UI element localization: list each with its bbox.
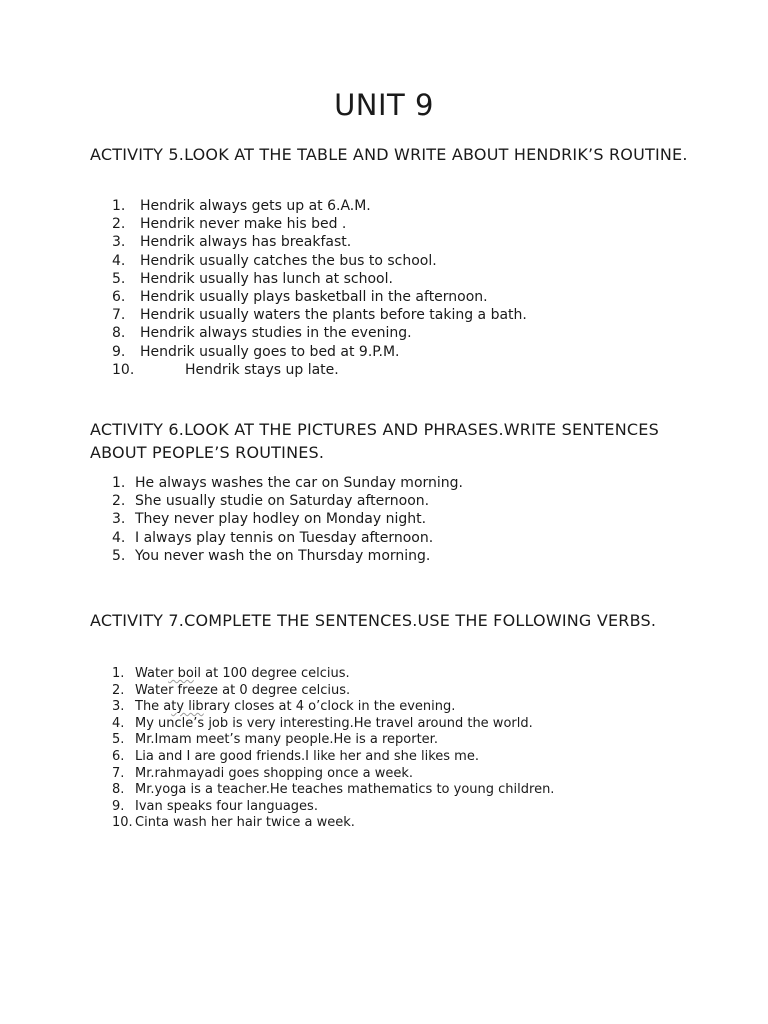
spellcheck-mark: r bo [168, 666, 194, 681]
list-item: 10. Cinta wash her hair twice a week. [112, 815, 355, 831]
list-item: 3. The aty library closes at 4 o’clock in the evening. [112, 699, 456, 715]
list-item: 8. Hendrik always studies in the evening. [112, 325, 412, 342]
list-item: 2. Water freeze at 0 degree celcius. [112, 682, 351, 698]
list-item: 7. Hendrik usually waters the plants before taking a bath. [112, 307, 527, 324]
list-item: 5. Hendrik usually has lunch at school. [112, 270, 393, 287]
list-item: 4. Hendrik usually catches the bus to school. [112, 252, 437, 269]
list-item: 1. He always washes the car on Sunday morning. [112, 475, 463, 491]
list-item: 9. Ivan speaks four languages. [112, 798, 318, 814]
list-item: 2. She usually studie on Saturday afternoon. [112, 493, 430, 510]
activity-5-heading: ACTIVITY 5.LOOK AT THE TABLE AND WRITE ABOUT HENDRIK’S ROUTINE. [90, 145, 688, 164]
activity-5-list [112, 197, 712, 379]
list-item: 4. I always play tennis on Tuesday afternoon. [112, 529, 434, 546]
spellcheck-mark: ty lib [171, 699, 204, 715]
list-item: 5. You never wash the on Thursday morning. [112, 547, 431, 564]
list-item: 1. Hendrik always gets up at 6.A.M. [112, 198, 371, 214]
list-item: 3. They never play hodley on Monday night. [112, 511, 427, 528]
list-item: 2. Hendrik never make his bed . [112, 216, 347, 233]
activity-6-list [112, 474, 712, 565]
activity-6-heading: ACTIVITY 6.LOOK AT THE PICTURES AND PHRASES.WRITE SENTENCES ABOUT PEOPLE’S ROUTINES. [90, 420, 659, 462]
list-item: 3. Hendrik always has breakfast. [112, 234, 352, 251]
list-item: 7. Mr.rahmayadi goes shopping once a week. [112, 765, 414, 781]
list-item: 5. Mr.Imam meet’s many people.He is a reporter. [112, 732, 438, 748]
list-item: 6. Hendrik usually plays basketball in the afternoon. [112, 289, 488, 306]
list-item: 1. Water boil at 100 degree celcius. [112, 666, 350, 681]
list-item: 4. My uncle’s job is very interesting.He travel around the world. [112, 715, 533, 731]
list-item: 6. Lia and I are good friends.I like her and she likes me. [112, 748, 479, 764]
list-item: 9. Hendrik usually goes to bed at 9.P.M. [112, 343, 400, 360]
activity-7-list [112, 666, 712, 832]
list-item: 8. Mr.yoga is a teacher.He teaches mathematics to young children. [112, 782, 555, 798]
list-item: 10. Hendrik stays up late. [112, 361, 339, 378]
activity-7-heading: ACTIVITY 7.COMPLETE THE SENTENCES.USE THE FOLLOWING VERBS. [90, 611, 657, 630]
page-title: UNIT 9 [334, 88, 434, 122]
